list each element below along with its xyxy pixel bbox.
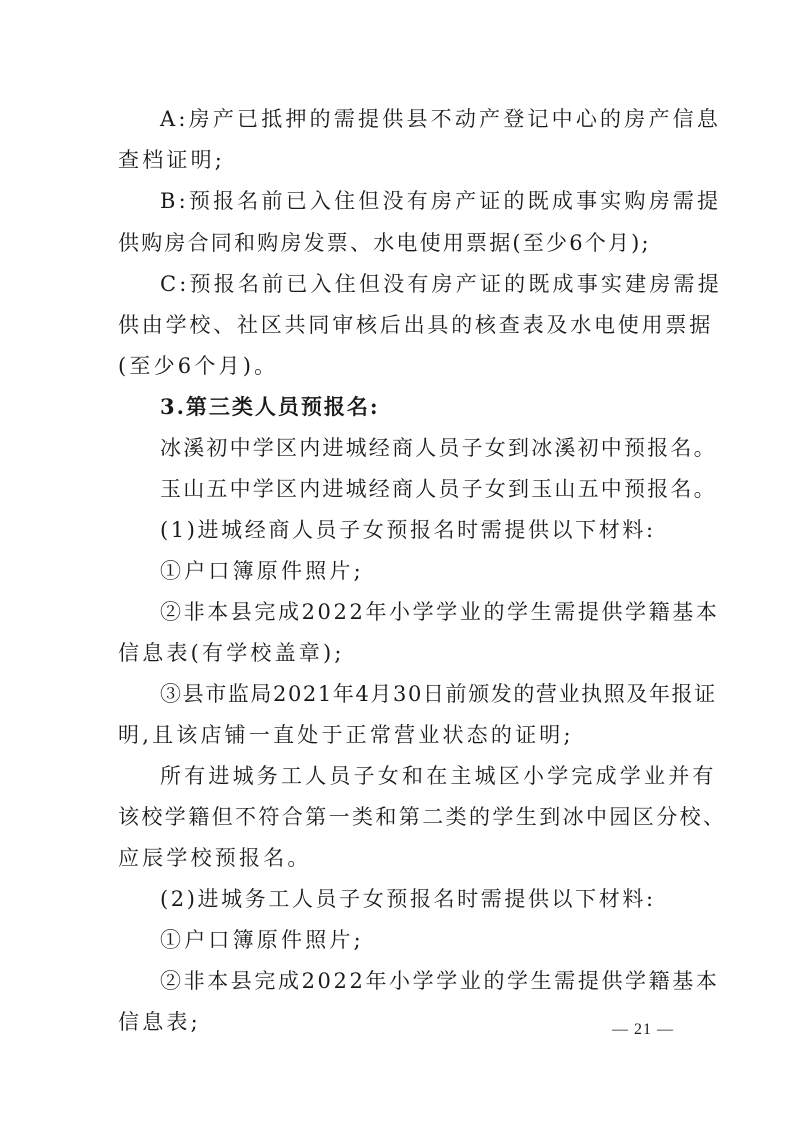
paragraph-line: ③县市监局2021年4月30日前颁发的营业执照及年报证 (160, 682, 717, 706)
paragraph-line: 冰溪初中学区内进城经商人员子女到冰溪初中预报名。 (160, 436, 717, 460)
paragraph-line: 供由学校、社区共同审核后出具的核查表及水电使用票据 (118, 313, 713, 337)
section-heading: 3.第三类人员预报名: (160, 394, 380, 419)
paragraph-line: 玉山五中学区内进城经商人员子女到玉山五中预报名。 (160, 477, 717, 501)
paragraph-line: 信息表(有学校盖章); (118, 641, 345, 665)
page-number: — 21 — (612, 1021, 674, 1038)
paragraph-line: 所有进城务工人员子女和在主城区小学完成学业并有 (160, 764, 717, 788)
paragraph-line: ②非本县完成2022年小学学业的学生需提供学籍基本 (160, 600, 720, 624)
paragraph-line: ①户口簿原件照片; (160, 559, 364, 583)
paragraph-line: 该校学籍但不符合第一类和第二类的学生到冰中园区分校、 (118, 805, 727, 829)
paragraph-line: 应辰学校预报名。 (118, 846, 312, 870)
paragraph-line: C:预报名前已入住但没有房产证的既成事实建房需提 (160, 272, 722, 296)
paragraph-line: A:房产已抵押的需提供县不动产登记中心的房产信息 (160, 107, 722, 131)
paragraph-line: B:预报名前已入住但没有房产证的既成事实购房需提 (160, 189, 722, 213)
paragraph-line: ②非本县完成2022年小学学业的学生需提供学籍基本 (160, 969, 720, 993)
paragraph-line: (至少6个月)。 (118, 354, 279, 378)
paragraph-line: 信息表; (118, 1010, 201, 1034)
paragraph-line: (2)进城务工人员子女预报名时需提供以下材料: (160, 887, 656, 911)
paragraph-line: (1)进城经商人员子女预报名时需提供以下材料: (160, 518, 656, 542)
paragraph-line: 明,且该店铺一直处于正常营业状态的证明; (118, 723, 574, 747)
paragraph-line: 查档证明; (118, 148, 226, 172)
paragraph-line: ①户口簿原件照片; (160, 928, 364, 952)
paragraph-line: 供购房合同和购房发票、水电使用票据(至少6个月); (118, 231, 651, 255)
